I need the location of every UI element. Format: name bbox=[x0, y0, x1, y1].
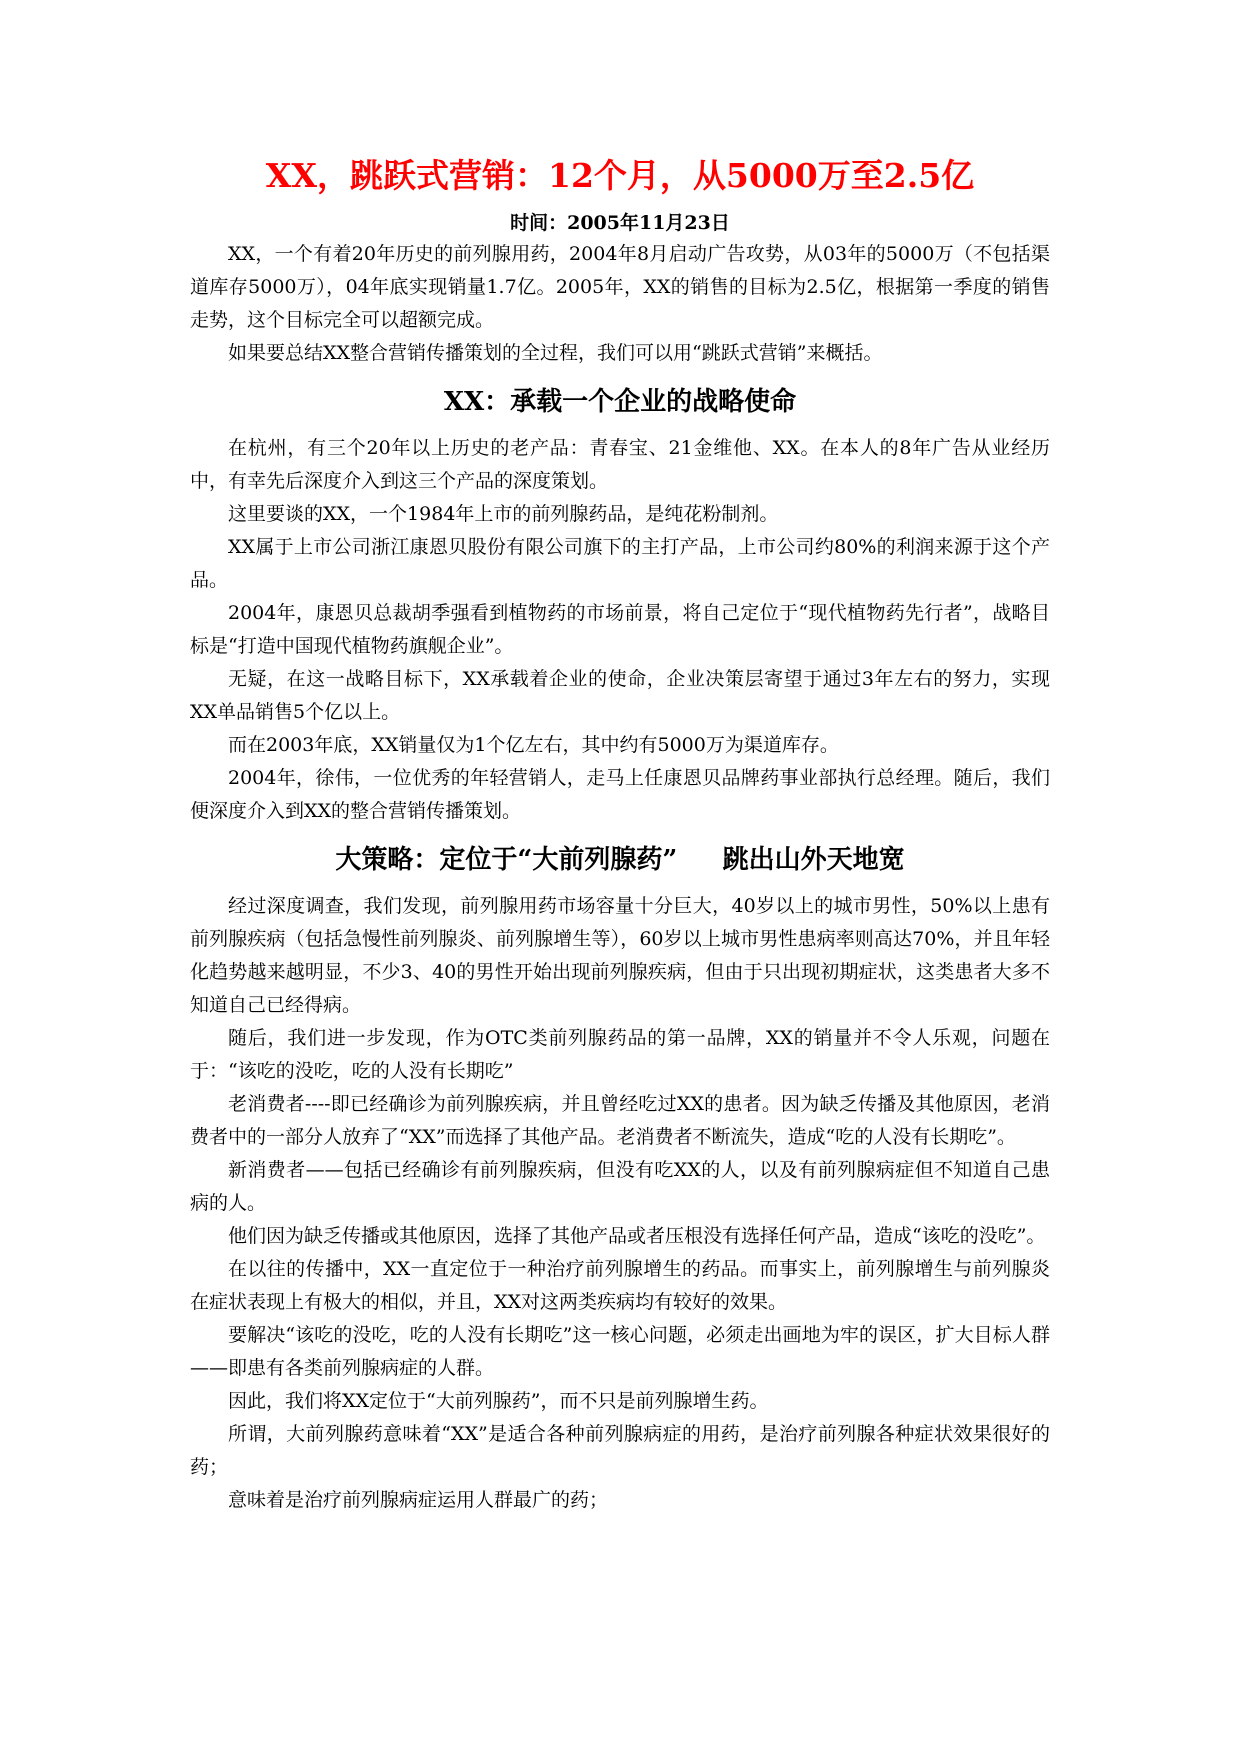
body-paragraph: 他们因为缺乏传播或其他原因，选择了其他产品或者压根没有选择任何产品，造成“该吃的没吃”。 bbox=[228, 1225, 1046, 1247]
document-title: XX，跳跃式营销：12个月，从5000万至2.5亿 bbox=[265, 156, 975, 195]
section-heading-mission: XX：承载一个企业的战略使命 bbox=[443, 387, 797, 417]
body-paragraph: 随后，我们进一步发现，作为OTC类前列腺药品的第一品牌，XX的销量并不令人乐观，问题在于：“该吃的没吃，吃的人没有长期吃” bbox=[190, 1027, 1050, 1082]
body-paragraph: 2004年，康恩贝总裁胡季强看到植物药的市场前景，将自己定位于“现代植物药先行者”，战略目标是“打造中国现代植物药旗舰企业”。 bbox=[190, 602, 1050, 657]
body-paragraph: 新消费者——包括已经确诊有前列腺疾病，但没有吃XX的人，以及有前列腺病症但不知道自己患病的人。 bbox=[190, 1159, 1050, 1214]
body-paragraph: 而在2003年底，XX销量仅为1个亿左右，其中约有5000万为渠道库存。 bbox=[228, 734, 839, 756]
body-paragraph: 因此，我们将XX定位于“大前列腺药”，而不只是前列腺增生药。 bbox=[228, 1390, 769, 1412]
body-paragraph: 要解决“该吃的没吃，吃的人没有长期吃”这一核心问题，必须走出画地为牢的误区，扩大目标人群——即患有各类前列腺病症的人群。 bbox=[190, 1324, 1050, 1379]
body-paragraph: 2004年，徐伟，一位优秀的年轻营销人，走马上任康恩贝品牌药事业部执行总经理。随后，我们便深度介入到XX的整合营销传播策划。 bbox=[190, 767, 1050, 822]
publish-date: 时间：2005年11月23日 bbox=[510, 212, 730, 234]
document-page bbox=[190, 150, 1050, 1517]
body-paragraph: 经过深度调查，我们发现，前列腺用药市场容量十分巨大，40岁以上的城市男性，50%以上患有前列腺疾病（包括急慢性前列腺炎、前列腺增生等），60岁以上城市男性患病率则高达70%，并且年轻化趋势越来越明显，不少3、40的男性开始出现前列腺疾病，但由于只出现初期症状，这类患者大多不知道自己已经得病。 bbox=[190, 895, 1050, 1016]
body-paragraph: 意味着是治疗前列腺病症运用人群最广的药； bbox=[228, 1489, 609, 1511]
body-paragraph: 无疑，在这一战略目标下，XX承载着企业的使命，企业决策层寄望于通过3年左右的努力，实现XX单品销售5个亿以上。 bbox=[190, 668, 1050, 723]
body-paragraph: XX属于上市公司浙江康恩贝股份有限公司旗下的主打产品，上市公司约80%的利润来源于这个产品。 bbox=[190, 536, 1050, 591]
intro-paragraph: 如果要总结XX整合营销传播策划的全过程，我们可以用“跳跃式营销”来概括。 bbox=[228, 342, 883, 364]
intro-paragraph: XX，一个有着20年历史的前列腺用药，2004年8月启动广告攻势，从03年的5000万（不包括渠道库存5000万），04年底实现销量1.7亿。2005年，XX的销售的目标为2.5亿，根据第一季度的销售走势，这个目标完全可以超额完成。 bbox=[190, 243, 1050, 331]
body-paragraph: 所谓，大前列腺药意味着“XX”是适合各种前列腺病症的用药，是治疗前列腺各种症状效果很好的药； bbox=[190, 1423, 1050, 1478]
body-paragraph: 老消费者----即已经确诊为前列腺疾病，并且曾经吃过XX的患者。因为缺乏传播及其他原因，老消费者中的一部分人放弃了“XX”而选择了其他产品。老消费者不断流失，造成“吃的人没有长期吃”。 bbox=[190, 1093, 1050, 1148]
section-heading-strategy: 大策略：定位于“大前列腺药” 跳出山外天地宽 bbox=[335, 845, 905, 875]
body-paragraph: 这里要谈的XX，一个1984年上市的前列腺药品，是纯花粉制剂。 bbox=[228, 503, 779, 525]
body-paragraph: 在杭州，有三个20年以上历史的老产品：青春宝、21金维他、XX。在本人的8年广告从业经历中，有幸先后深度介入到这三个产品的深度策划。 bbox=[190, 437, 1050, 492]
body-paragraph: 在以往的传播中，XX一直定位于一种治疗前列腺增生的药品。而事实上，前列腺增生与前列腺炎在症状表现上有极大的相似，并且，XX对这两类疾病均有较好的效果。 bbox=[190, 1258, 1050, 1313]
